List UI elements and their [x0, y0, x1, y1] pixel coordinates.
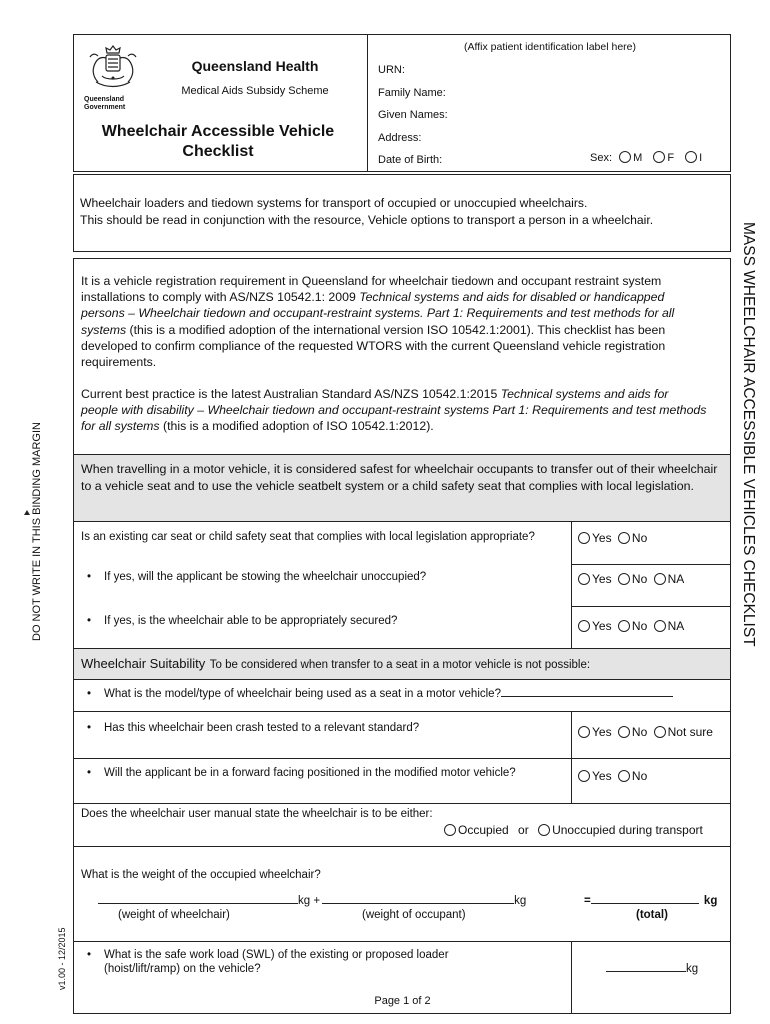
dob-label: Date of Birth:: [378, 154, 443, 166]
occupant-weight-input[interactable]: [322, 903, 514, 904]
total-row: [584, 894, 717, 908]
model-input[interactable]: [501, 696, 673, 697]
sex-selector: [590, 151, 702, 165]
not-sure-label: Not sure: [667, 725, 713, 739]
crest-text: Queensland Government: [84, 96, 126, 111]
occupied-label: Occupied: [458, 823, 509, 837]
transfer-q3-options: [578, 619, 684, 633]
no-label: No: [631, 572, 648, 586]
divider: [73, 941, 731, 942]
divider: [73, 521, 731, 522]
scheme-name: Medical Aids Subsidy Scheme: [181, 85, 329, 97]
sex-i-radio[interactable]: [685, 151, 697, 163]
kg-total-unit: kg: [703, 895, 718, 907]
q3-no-radio[interactable]: [618, 620, 630, 632]
sex-label: Sex:: [590, 152, 613, 164]
weight-occ-caption: (weight of occupant): [362, 909, 466, 921]
yes-label: Yes: [592, 725, 612, 739]
intro-text: Wheelchair loaders and tiedown systems for transport of occupied or unoccupied wheelchairs. This should be read in conjunction with the resource, Vehicle options to transport a person in a wheelchair.: [80, 196, 654, 227]
suitability-q4: Does the wheelchair user manual state the wheelchair is to be either:: [81, 808, 433, 820]
version-label: v1.00 - 12/2015: [57, 927, 67, 990]
binding-margin-note: DO NOT WRITE IN THIS BINDING MARGIN: [31, 422, 43, 641]
transfer-q2: If yes, will the applicant be stowing the wheelchair unoccupied?: [104, 571, 427, 583]
side-title: MASS WHEELCHAIR ACCESSIBLE VEHICLES CHECKLIST: [740, 222, 757, 647]
total-weight-input[interactable]: [591, 903, 699, 904]
suitability-q2: Has this wheelchair been crash tested to a relevant standard?: [104, 722, 420, 734]
suitability-heading: [81, 655, 726, 673]
unoccupied-label: Unoccupied during transport: [552, 823, 703, 837]
crest-icon: [84, 42, 142, 94]
bullet: •: [87, 615, 92, 627]
or-label: or: [518, 823, 529, 837]
swl-row: [606, 962, 698, 976]
divider: [73, 454, 731, 455]
bullet: •: [87, 722, 92, 734]
kg-unit: kg: [514, 895, 527, 907]
suitability-subtitle: To be considered when transfer to a seat in a motor vehicle is not possible:: [209, 659, 591, 671]
suitability-title: Wheelchair Suitability: [81, 656, 206, 671]
org-name: Queensland Health: [191, 58, 319, 74]
swl-kg: kg: [686, 963, 699, 975]
divider: [571, 564, 731, 565]
yes-label: Yes: [592, 572, 612, 586]
weight-wc-caption: (weight of wheelchair): [118, 909, 230, 921]
equals: =: [584, 895, 591, 907]
bullet: •: [87, 949, 92, 961]
yes-label: Yes: [592, 619, 612, 633]
affix-note: (Affix patient identification label here): [464, 41, 636, 53]
header-divider: [367, 34, 368, 172]
urn-label: URN:: [378, 64, 405, 76]
unoccupied-radio[interactable]: [538, 824, 550, 836]
transfer-heading: When travelling in a motor vehicle, it is considered safest for wheelchair occupants to transfer out of their wheelchair to a vehicle seat and to use the vehicle seatbelt system or a child safety seat that complies with local legislation.: [81, 462, 718, 493]
wheelchair-weight-input[interactable]: [98, 903, 298, 904]
q1-no-radio[interactable]: [618, 532, 630, 544]
sex-f-label: F: [667, 152, 675, 164]
answer-column-divider: [571, 941, 572, 1014]
bullet: •: [87, 767, 92, 779]
no-label: No: [631, 619, 648, 633]
suitability-q2-options: [578, 725, 713, 739]
requirements-para-2: Current best practice is the latest Australian Standard AS/NZS 10542.1:2015 Technical systems and aids for people with disability – Wheelchair tiedown and occupant-restraint systems Part 1: Requirements and test methods for all systems (this is a modified adoption of ISO 10542.1:2012).: [81, 387, 707, 434]
q2-yes-radio[interactable]: [578, 573, 590, 585]
na-label: NA: [667, 619, 685, 633]
sex-f-radio[interactable]: [653, 151, 665, 163]
suitability-q3-options: [578, 769, 647, 783]
swl-input[interactable]: [606, 971, 686, 972]
sex-m-label: M: [633, 152, 643, 164]
bullet: •: [87, 688, 92, 700]
q1-yes-radio[interactable]: [578, 532, 590, 544]
q2-no-radio[interactable]: [618, 573, 630, 585]
weight-row: [98, 894, 526, 908]
family-name-label: Family Name:: [378, 87, 446, 99]
transfer-q3: If yes, is the wheelchair able to be appropriately secured?: [104, 615, 398, 627]
q3-na-radio[interactable]: [654, 620, 666, 632]
suitability-q1: What is the model/type of wheelchair being used as a seat in a motor vehicle?: [104, 687, 673, 701]
crash-no-radio[interactable]: [618, 726, 630, 738]
suitability-q6: What is the safe work load (SWL) of the existing or proposed loader (hoist/lift/ramp) on the vehicle?: [104, 949, 449, 975]
divider: [73, 758, 731, 759]
total-caption: (total): [636, 909, 668, 921]
kg-plus: kg +: [298, 895, 321, 907]
divider: [571, 606, 731, 607]
up-arrow-icon: [24, 510, 30, 515]
suitability-q3: Will the applicant be in a forward facing positioned in the modified motor vehicle?: [104, 767, 516, 779]
no-label: No: [631, 725, 648, 739]
forward-yes-radio[interactable]: [578, 770, 590, 782]
crash-notsure-radio[interactable]: [654, 726, 666, 738]
divider: [73, 803, 731, 804]
crash-yes-radio[interactable]: [578, 726, 590, 738]
forward-no-radio[interactable]: [618, 770, 630, 782]
yes-label: Yes: [592, 531, 612, 545]
yes-label: Yes: [592, 769, 612, 783]
q2-na-radio[interactable]: [654, 573, 666, 585]
page-title: Wheelchair Accessible Vehicle Checklist: [101, 123, 335, 160]
no-label: No: [631, 769, 648, 783]
answer-column-divider: [571, 711, 572, 803]
occupied-radio[interactable]: [444, 824, 456, 836]
transfer-q1: Is an existing car seat or child safety seat that complies with local legislation appropriate?: [81, 531, 535, 543]
sex-i-label: I: [699, 152, 703, 164]
requirements-para-1: It is a vehicle registration requirement in Queensland for wheelchair tiedown and occupant restraint system installations to comply with AS/NZS 10542.1: 2009 Technical systems and aids for disabled or handicapped persons – Wheelchair tiedown and occupant-restraint systems. Part 1: Requirements and test methods for all systems (this is a modified adoption of the international version ISO 10542.1:2001). This checklist has been developed to confirm compliance of the requested WTORS with the current Queensland vehicle registration requirements.: [81, 274, 675, 370]
suitability-q4-options: [444, 823, 703, 837]
divider: [73, 711, 731, 712]
no-label: No: [631, 531, 648, 545]
answer-column-divider: [571, 521, 572, 648]
bullet: •: [87, 571, 92, 583]
na-label: NA: [667, 572, 685, 586]
divider: [73, 846, 731, 847]
transfer-q2-options: [578, 572, 684, 586]
q3-yes-radio[interactable]: [578, 620, 590, 632]
address-label: Address:: [378, 132, 422, 144]
divider: [73, 679, 731, 680]
suitability-q5: What is the weight of the occupied wheelchair?: [81, 869, 321, 881]
given-names-label: Given Names:: [378, 109, 448, 121]
page-number: Page 1 of 2: [374, 995, 431, 1007]
transfer-q1-options: [578, 531, 647, 545]
sex-m-radio[interactable]: [619, 151, 631, 163]
